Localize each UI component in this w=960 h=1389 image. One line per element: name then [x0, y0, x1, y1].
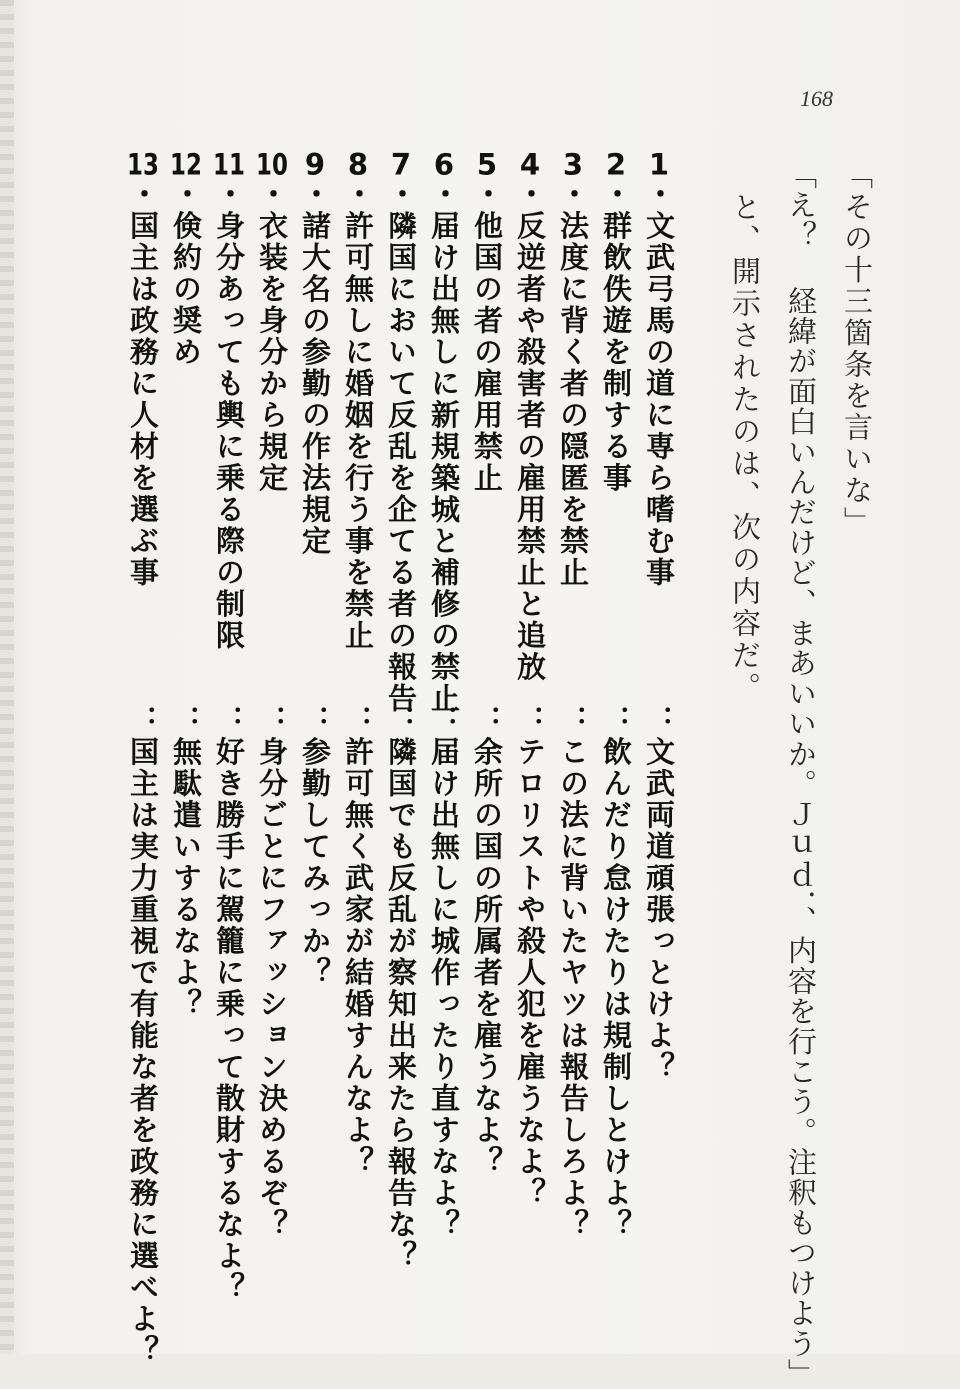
article-number: 9	[304, 150, 326, 179]
article-text: 許可無しに婚姻を行う事を禁止	[341, 210, 375, 652]
article-text: 諸大名の参勤の作法規定	[298, 210, 332, 557]
prose-line-1: 「その十三箇条を言いな」	[840, 160, 874, 538]
article-3	[556, 150, 590, 589]
page-edge	[0, 0, 14, 1354]
article-13-note: ：国主は実力重視で有能な者を政務に選べよ？	[126, 705, 160, 1367]
article-text: 他国の者の雇用禁止	[470, 210, 504, 494]
article-2-note: ：飲んだり怠けたりは規制しとけよ？	[599, 705, 633, 1241]
article-9-note: ：参勤してみっか？	[298, 705, 332, 989]
article-6	[427, 150, 461, 715]
article-text: 文武弓馬の道に専ら嗜む事	[642, 210, 676, 589]
article-10	[255, 150, 289, 494]
article-1-note: ：文武両道頑張っとけよ？	[642, 705, 676, 1083]
article-5-note: ：余所の国の所属者を雇うなよ？	[470, 705, 504, 1178]
article-9	[298, 150, 332, 557]
article-text: 身分あっても輿に乗る際の制限	[212, 210, 246, 652]
article-number: 2	[605, 150, 627, 179]
article-dot: ・	[513, 179, 547, 211]
prose-line-3: と、開示されたのは、次の内容だ。	[728, 192, 762, 704]
page-number: 168	[800, 86, 833, 111]
article-8	[341, 150, 375, 652]
article-12	[169, 150, 203, 368]
article-number: 7	[390, 150, 412, 179]
article-11-note: ：好き勝手に駕籠に乗って散財するなよ？	[212, 705, 246, 1304]
article-7-note: ：隣国でも反乱が察知出来たら報告な？	[384, 705, 418, 1272]
article-text: 倹約の奨め	[169, 210, 203, 368]
article-4-note: ：テロリストや殺人犯を雇うなよ？	[513, 705, 547, 1209]
article-number: 1	[648, 150, 670, 179]
article-12-note: ：無駄遣いするなよ？	[169, 705, 203, 1020]
article-dot: ・	[341, 179, 375, 211]
article-1	[642, 150, 676, 589]
article-dot: ・	[599, 179, 633, 211]
article-number: 4	[519, 150, 541, 179]
article-7	[384, 150, 418, 715]
article-13	[126, 150, 160, 589]
article-number: 6	[433, 150, 455, 179]
article-6-note: ：届け出無しに城作ったり直すなよ？	[427, 705, 461, 1241]
article-dot: ・	[169, 179, 203, 211]
article-number: 13	[127, 150, 159, 179]
article-2	[599, 150, 633, 494]
article-10-note: ：身分ごとにファッション決めるぞ？	[255, 705, 289, 1241]
article-5	[470, 150, 504, 494]
article-dot: ・	[298, 179, 332, 211]
article-dot: ・	[384, 179, 418, 211]
article-3-note: ：この法に背いたヤツは報告しろよ？	[556, 705, 590, 1241]
article-text: 隣国において反乱を企てる者の報告	[384, 210, 418, 715]
article-8-note: ：許可無く武家が結婚すんなよ？	[341, 705, 375, 1178]
article-number: 10	[256, 150, 288, 179]
article-number: 11	[213, 150, 245, 179]
article-text: 群飲佚遊を制する事	[599, 210, 633, 494]
article-dot: ・	[126, 179, 160, 211]
article-text: 衣装を身分から規定	[255, 210, 289, 494]
article-text: 法度に背く者の隠匿を禁止	[556, 210, 590, 589]
article-dot: ・	[427, 179, 461, 211]
article-dot: ・	[642, 179, 676, 211]
article-dot: ・	[470, 179, 504, 211]
article-number: 5	[476, 150, 498, 179]
article-number: 3	[562, 150, 584, 179]
article-text: 届け出無しに新規築城と補修の禁止	[427, 210, 461, 715]
article-number: 12	[170, 150, 202, 179]
article-4	[513, 150, 547, 683]
prose-line-2: 「え？ 経緯が面白いんだけど、まあいいか。Ｊｕｄ．、内容を行こう。注釈もつけよう」	[784, 160, 818, 1389]
article-dot: ・	[556, 179, 590, 211]
article-text: 反逆者や殺害者の雇用禁止と追放	[513, 210, 547, 683]
article-11	[212, 150, 246, 652]
article-dot: ・	[212, 179, 246, 211]
article-dot: ・	[255, 179, 289, 211]
article-text: 国主は政務に人材を選ぶ事	[126, 210, 160, 589]
article-number: 8	[347, 150, 369, 179]
